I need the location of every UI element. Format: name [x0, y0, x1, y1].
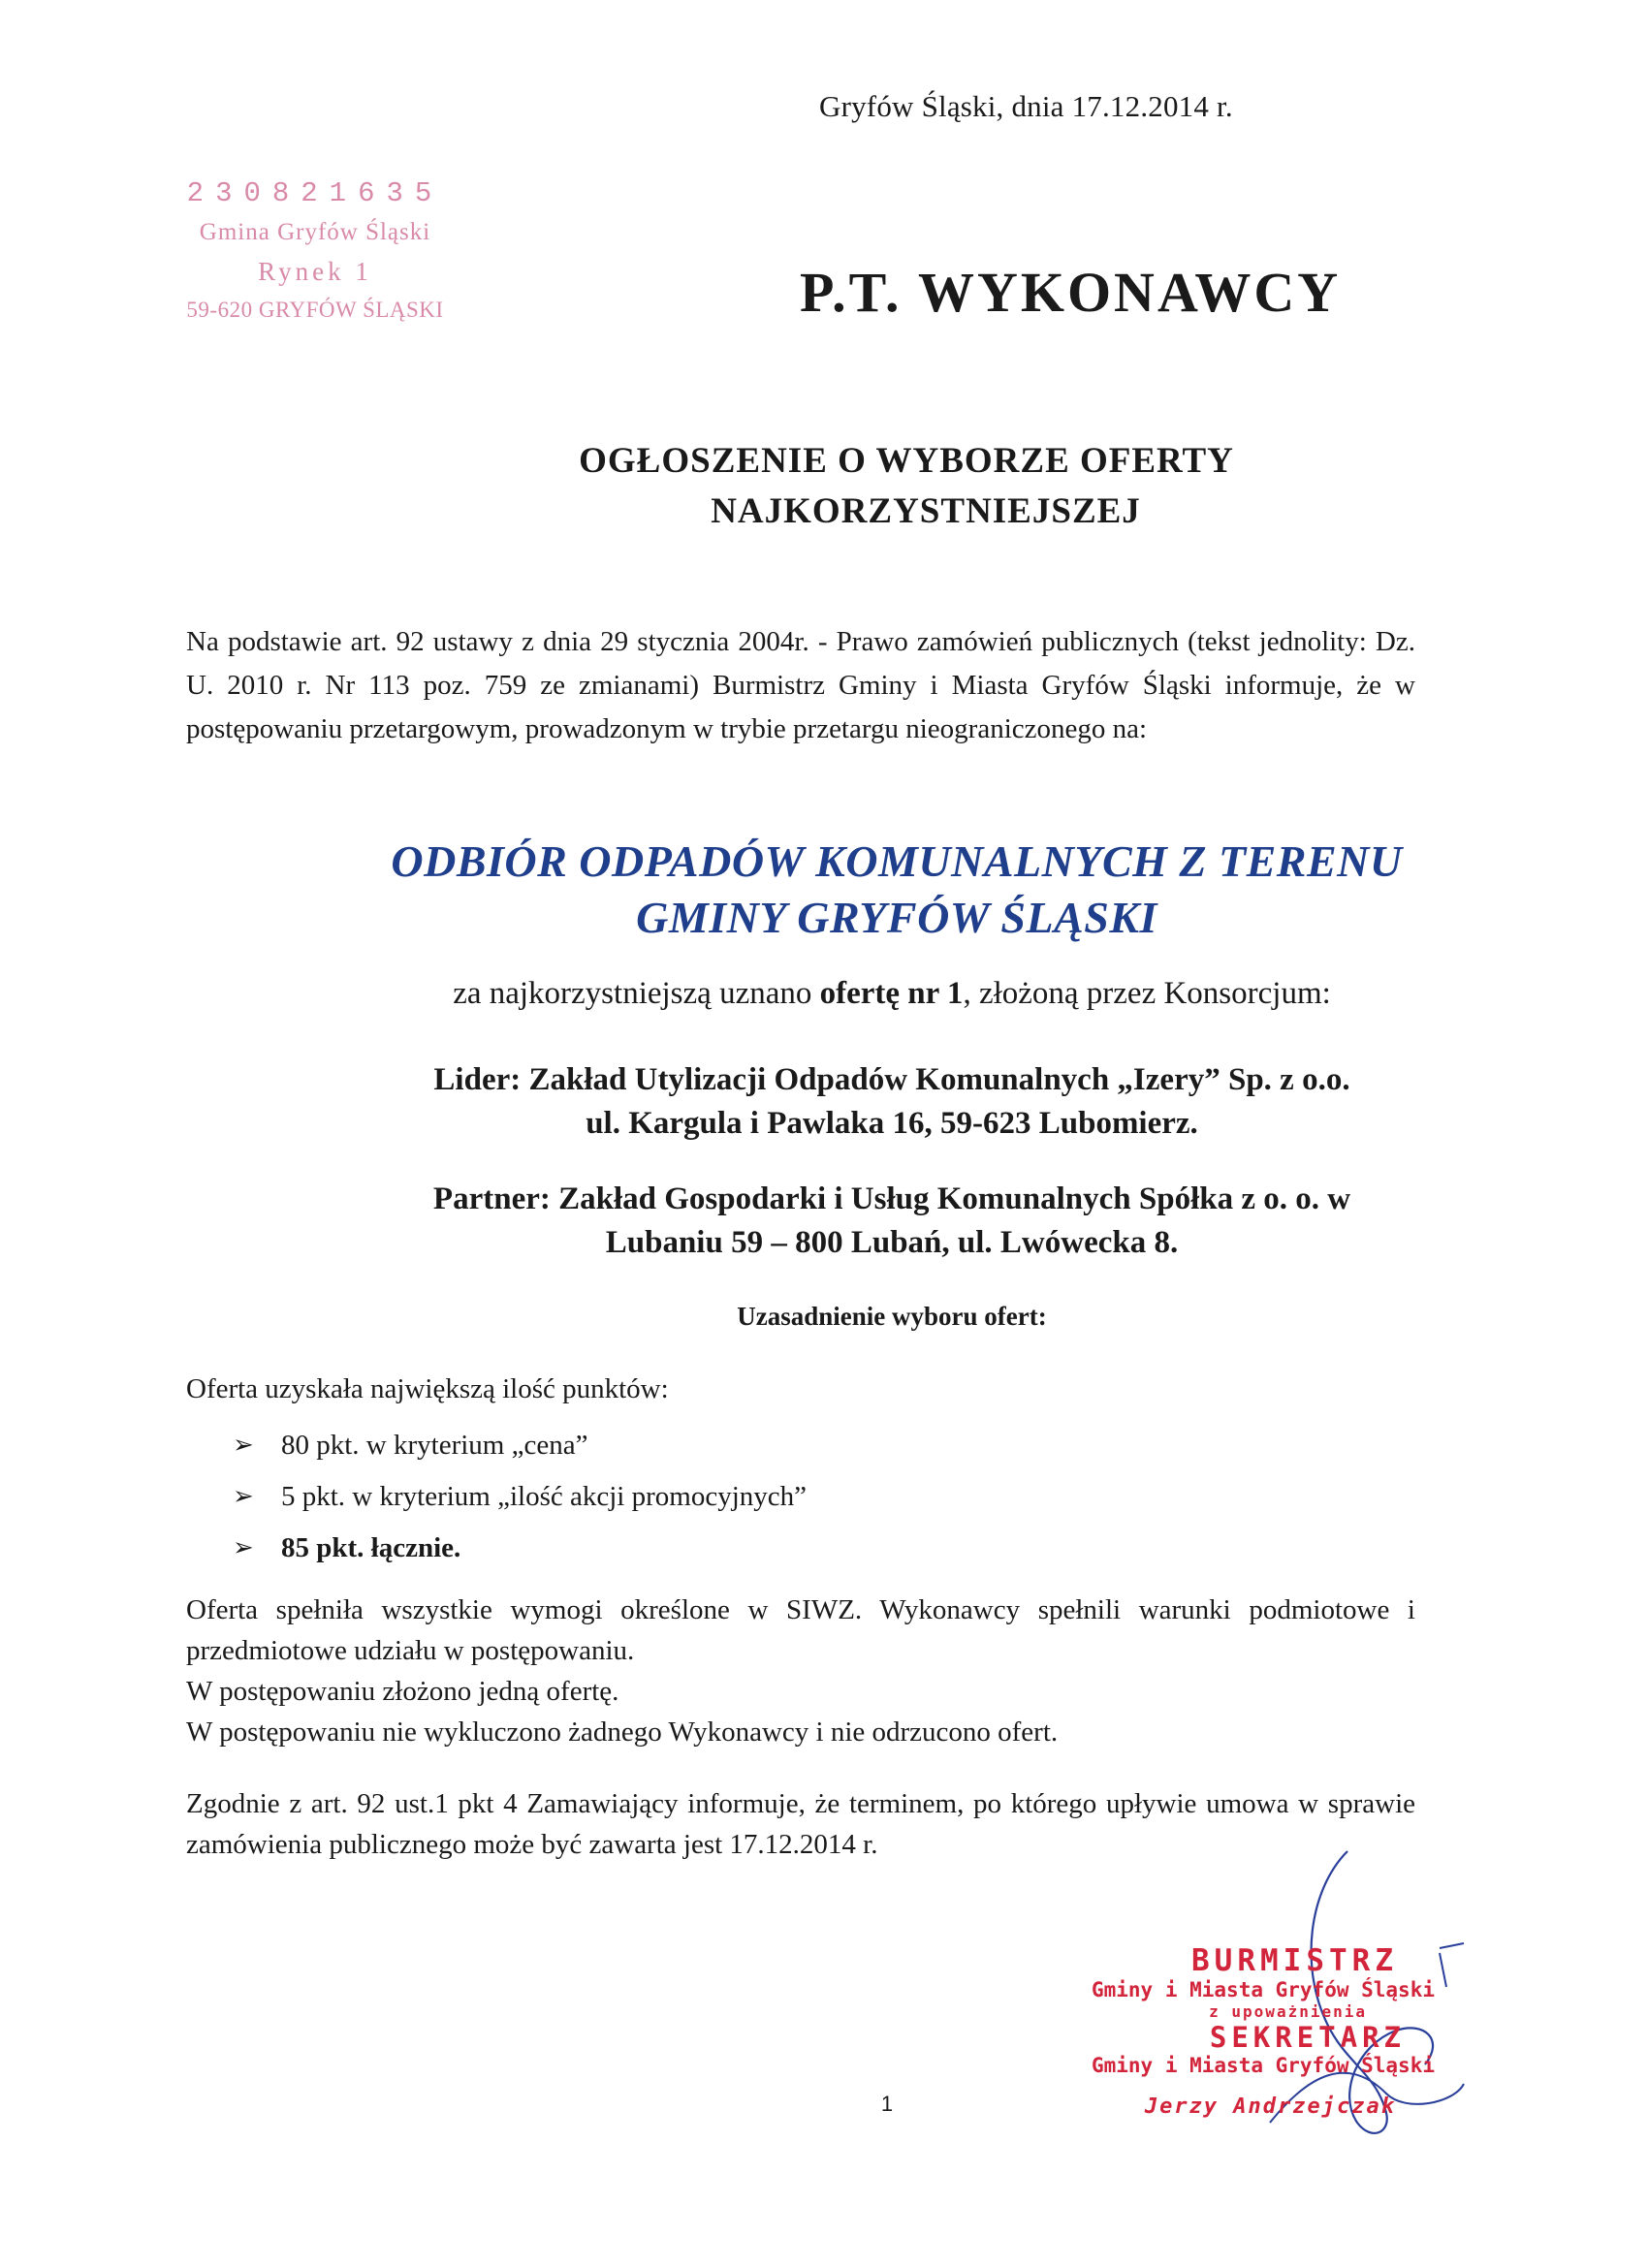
arrow-bullet-icon: ➢	[233, 1431, 254, 1460]
criteria-intro: Oferta uzyskała największą ilość punktów:	[186, 1373, 669, 1404]
subject-line-1: ODBIÓR ODPADÓW KOMUNALNYCH Z TERENU	[391, 836, 1403, 886]
conditions-block	[186, 1590, 1415, 1752]
conditions-paragraph: Oferta spełniła wszystkie wymogi określone w SIWZ. Wykonawcy spełnili warunki podmiotowe i przedmiotowe udziału w postępowaniu.	[186, 1594, 1415, 1666]
criteria-item-text: 5 pkt. w kryterium „ilość akcji promocyjnych”	[281, 1481, 807, 1512]
leader-line-2: ul. Kargula i Pawlaka 16, 59-623 Lubomierz.	[586, 1106, 1198, 1141]
criteria-item-text: 85 pkt. łącznie.	[281, 1532, 461, 1563]
stamp-role: SEKRETARZ	[1209, 2021, 1406, 2054]
criteria-item-text: 80 pkt. w kryterium „cena”	[281, 1430, 588, 1461]
consortium-partner	[0, 1178, 1648, 1265]
document-title	[0, 436, 1648, 537]
page-number: 1	[880, 2092, 894, 2116]
partner-line-1: Partner: Zakład Gospodarki i Usług Komunalnych Spółka z o. o. w	[432, 1181, 1351, 1216]
leader-line-1: Lider: Zakład Utylizacji Odpadów Komunalnych „Izery” Sp. z o.o.	[433, 1062, 1350, 1097]
award-prefix: za najkorzystniejszą uznano	[453, 976, 820, 1011]
offers-count-paragraph: W postępowaniu złożono jedną ofertę.	[186, 1676, 619, 1707]
criteria-item	[233, 1471, 807, 1523]
partner-line-2: Lubaniu 59 – 800 Lubań, ul. Lwówecka 8.	[605, 1225, 1179, 1260]
stamp-name: Jerzy Andrzejczak	[1144, 2095, 1396, 2119]
award-offer: ofertę nr 1	[819, 976, 964, 1011]
arrow-bullet-icon: ➢	[233, 1533, 254, 1562]
criteria-item	[233, 1420, 807, 1471]
subject-line-2: GMINY GRYFÓW ŚLĄSKI	[636, 893, 1157, 942]
stamp-regon: 230821635	[186, 177, 444, 209]
contract-date-paragraph: Zgodnie z art. 92 ust.1 pkt 4 Zamawiający informuje, że terminem, po którego upływie umowa w sprawie zamówienia publicznego może być zawarta jest 17.12.2014 r.	[186, 1788, 1415, 1860]
criteria-list	[233, 1420, 807, 1574]
date-line: Gryfów Śląski, dnia 17.12.2014 r.	[819, 89, 1233, 123]
stamp-office-1: Gminy i Miasta Gryfów Śląski	[1091, 1978, 1435, 2001]
stamp-office-2: Gminy i Miasta Gryfów Śląski	[1091, 2054, 1435, 2077]
exclusions-paragraph: W postępowaniu nie wykluczono żadnego Wykonawcy i nie odrzucono ofert.	[186, 1717, 1059, 1748]
office-stamp	[155, 174, 475, 330]
stamp-authorization: z upoważnienia	[1209, 2002, 1367, 2021]
stamp-postal: 59-620 GRYFÓW ŚLĄSKI	[186, 298, 444, 322]
stamp-street: Rynek 1	[258, 257, 372, 286]
award-statement	[0, 976, 1648, 1012]
stamp-title: BURMISTRZ	[1191, 1943, 1398, 1978]
addressee: P.T. WYKONAWCY	[800, 261, 1342, 324]
stamp-office: Gmina Gryfów Śląski	[199, 219, 431, 245]
arrow-bullet-icon: ➢	[233, 1482, 254, 1511]
procurement-subject	[0, 834, 1648, 946]
award-suffix: , złożoną przez Konsorcjum:	[963, 976, 1331, 1011]
title-line-1: OGŁOSZENIE O WYBORZE OFERTY	[579, 441, 1234, 481]
title-line-2: NAJKORZYSTNIEJSZEJ	[711, 491, 1141, 531]
consortium-leader	[0, 1058, 1648, 1146]
justification-heading: Uzasadnienie wyboru ofert:	[737, 1302, 1047, 1331]
criteria-item-total	[233, 1523, 807, 1574]
intro-paragraph: Na podstawie art. 92 ustawy z dnia 29 stycznia 2004r. - Prawo zamówień publicznych (tekst jednolity: Dz. U. 2010 r. Nr 113 poz. 759 ze zmianami) Burmistrz Gminy i Miasta Gryfów Śląski informuje, że w postępowaniu przetargowym, prowadzonym w trybie przetargu nieograniczonego na:	[186, 626, 1415, 744]
